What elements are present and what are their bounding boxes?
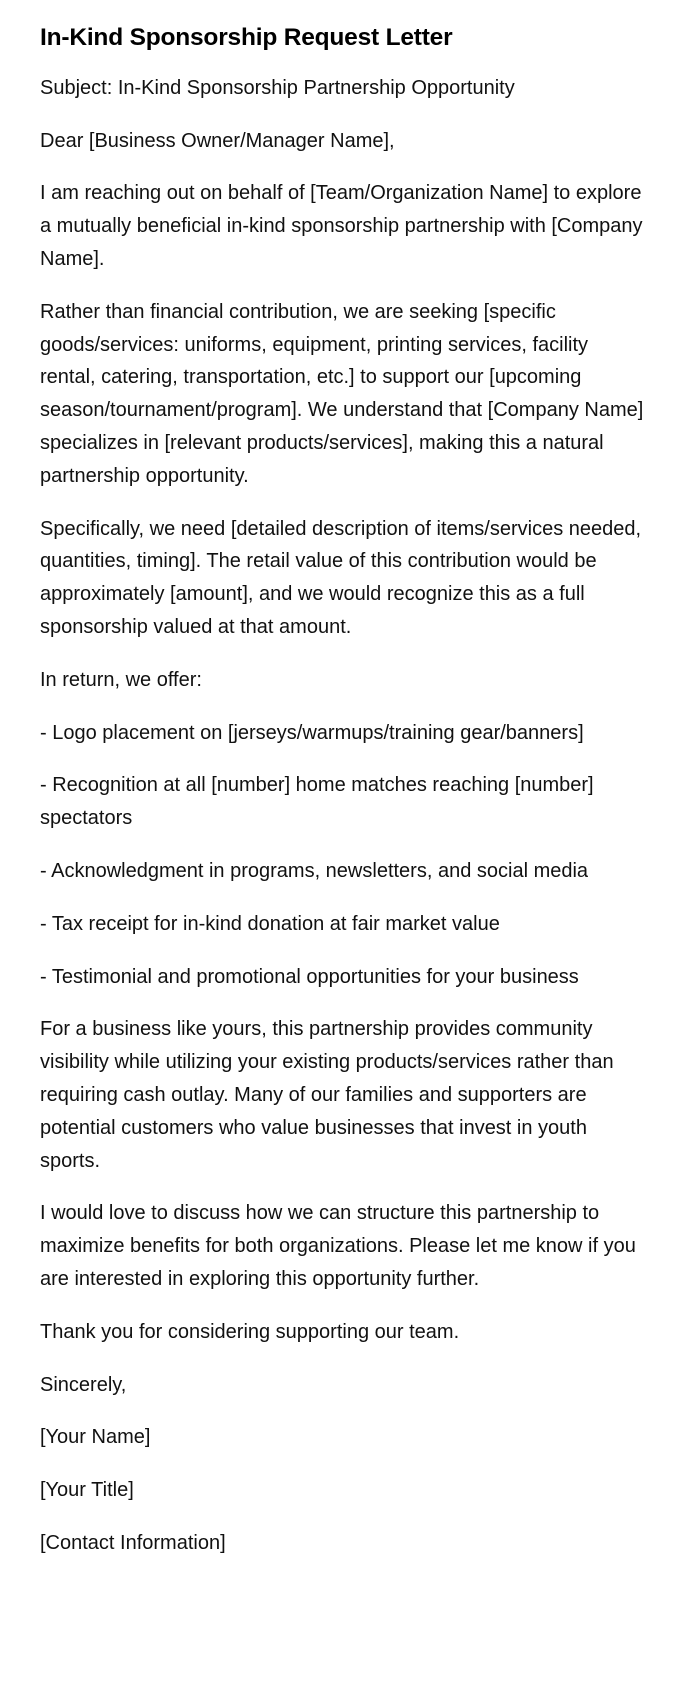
discuss-paragraph: I would love to discuss how we can structure this partnership to maximize benefits for both organizations. Please let me know if you are interested in exploring this opportunity further. <box>40 1202 636 1290</box>
benefit-item: - Testimonial and promotional opportunities for your business <box>40 965 579 988</box>
sender-title: [Your Title] <box>40 1479 134 1502</box>
value-paragraph: For a business like yours, this partnership provides community visibility while utilizing your existing products/services rather than requiring cash outlay. Many of our families and supporters are potential customers who value businesses that invest in youth sports. <box>40 1018 614 1172</box>
salutation: Dear [Business Owner/Manager Name], <box>40 129 395 152</box>
benefit-item: - Recognition at all [number] home matches reaching [number] spectators <box>40 774 594 830</box>
sender-name: [Your Name] <box>40 1426 151 1449</box>
letter-document <box>40 22 648 1580</box>
closing-word: Sincerely, <box>40 1373 127 1396</box>
sender-contact: [Contact Information] <box>40 1531 226 1554</box>
details-paragraph: Specifically, we need [detailed description of items/services needed, quantities, timing]. The retail value of this contribution would be approximately [amount], and we would recognize this as a full sponsorship valued at that amount. <box>40 517 642 638</box>
benefit-item: - Acknowledgment in programs, newsletters, and social media <box>40 859 589 882</box>
request-paragraph: Rather than financial contribution, we are seeking [specific goods/services: uniforms, equipment, printing services, facility rental, catering, transportation, etc.] to support our [upcoming season/tournament/program]. We understand that [Company Name] specializes in [relevant products/services], making this a natural partnership opportunity. <box>40 300 644 487</box>
thanks-paragraph: Thank you for considering supporting our team. <box>40 1320 460 1343</box>
benefit-item: - Logo placement on [jerseys/warmups/training gear/banners] <box>40 721 584 744</box>
offer-intro: In return, we offer: <box>40 668 202 691</box>
letter-title: In-Kind Sponsorship Request Letter <box>40 24 453 51</box>
benefit-item: - Tax receipt for in-kind donation at fair market value <box>40 912 500 935</box>
subject-line: Subject: In-Kind Sponsorship Partnership Opportunity <box>40 76 515 99</box>
intro-paragraph: I am reaching out on behalf of [Team/Organization Name] to explore a mutually beneficial in-kind sponsorship partnership with [Company Name]. <box>40 182 643 271</box>
